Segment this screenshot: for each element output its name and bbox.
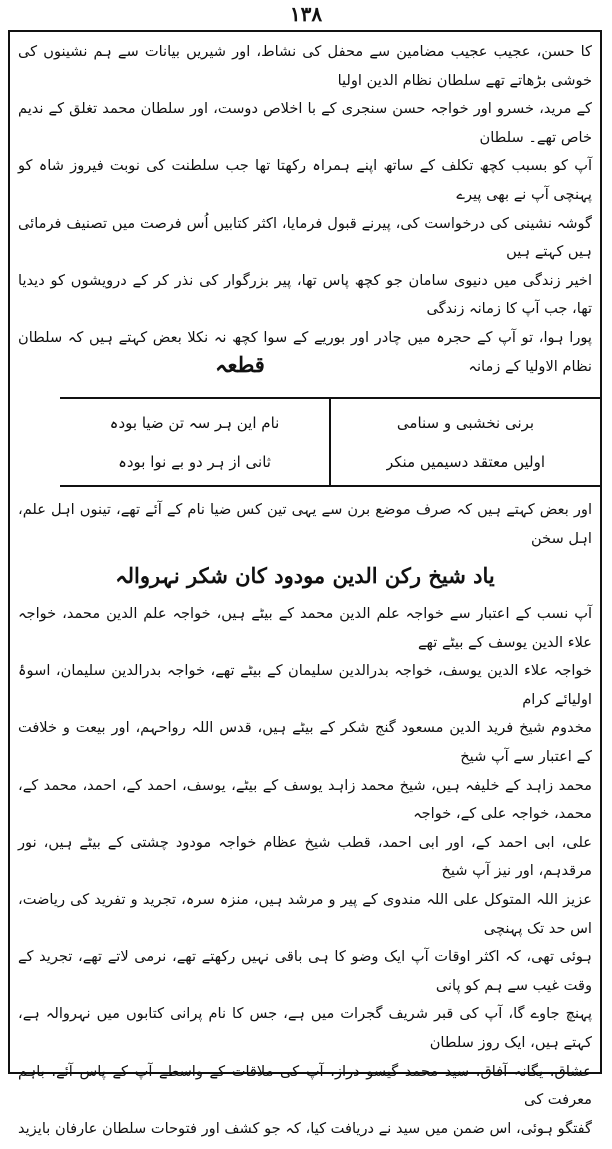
text-line: پورا ہوا، تو آپ کے حجرہ میں چادر اور بوریے کے سوا کچھ نہ نکلا بعض کہتے ہیں کہ سلطان نظام الاولیا کے زمانہ (18, 328, 592, 375)
text-line: کے مرید، خسرو اور خواجہ حسن سنجری کے با اخلاص دوست، اور سلطان محمد تغلق کے ندیم خاص تھے۔ سلطان (18, 100, 592, 146)
text-line (18, 381, 592, 382)
text-line: ہوئی تھی، کہ اکثر اوقات آپ ایک وضو کا ہی باقی نہیں رکھتے تھے، نرمی لاتے تھے، تجرید کے وقت غیب سے ہم کو پانی (18, 948, 592, 994)
section-heading: یاد شیخ رکن الدین مودود کان شکر نہروالہ (115, 563, 495, 588)
verse-box (60, 397, 600, 487)
intro-paragraph (10, 32, 600, 382)
section-paragraph (10, 594, 600, 1149)
text-line: علی، ابی احمد کے، اور ابی احمد، قطب شیخ عظام خواجہ مودود چشتی کے بیٹے ہیں، نور مرقدہم، اور نیز آپ شیخ (18, 833, 592, 880)
qita-heading: قطعہ (215, 352, 265, 377)
text-line: اور بعض کہتے ہیں کہ صرف موضع برن سے یہی تین کس ضیا نام کے آئے تھے، تینوں اہل علم، اہل سخن (18, 501, 592, 547)
text-line: عشاق، یگانہ آفاق، سید محمد گیسو دراز، آپ کی ملاقات کے واسطے آپ کے پاس آئے، باہم معرفت کی (18, 1062, 592, 1109)
verse-line: اولیں معتقد دسیمیں منکر (386, 452, 546, 471)
text-line: گفتگو ہوئی، اس ضمن میں سید نے دریافت کیا، کہ جو کشف اور فتوحات سلطان عارفان بایزید (18, 1119, 592, 1137)
text-line: محمد زاہد کے خلیفہ ہیں، شیخ محمد زاہد یوسف کے بیٹے، یوسف، احمد کے، احمد، محمد کے، محمد، خواجہ علی کے، خواجہ (18, 776, 592, 823)
text-line: عزیز اللہ المتوکل علی اللہ مندوی کے پیر و مرشد ہیں، منزہ سرہ، تجرید و تفرید کی ریاضت، اس حد تک پہنچی (18, 890, 592, 937)
text-line: پہنچ جاوے گا، آپ کی قبر شریف گجرات میں ہے، جس کا نام پرانی کتابوں میں نہروالہ ہے، کہتے ہیں، ایک روز سلطان (18, 1005, 592, 1051)
page-frame (8, 30, 602, 1137)
text-line: گوشہ نشینی کی درخواست کی، پیرنے قبول فرمایا، اکثر کتابیں اُس فرصت میں تصنیف فرمائی ہیں کہتے ہیں (18, 214, 592, 261)
verse-column-left (60, 399, 331, 485)
text-line: خواجہ علاء الدین یوسف، خواجہ بدرالدین سلیمان کے بیٹے تھے، خواجہ بدرالدین سلیمان، اسوۂ اولیائے کرام (18, 662, 592, 708)
verse-line: ثانی از ہر دو بے نوا بودہ (118, 452, 271, 471)
page-number: ۱۳۸ (289, 2, 323, 26)
middle-paragraph (10, 492, 600, 558)
text-line: آپ کو بسبب کچھ تکلف کے ساتھ اپنے ہمراہ رکھتا تھا جب سلطنت کی نوبت فیروز شاہ کو پہنچی آپ نے بھی پیرے (18, 157, 592, 203)
text-line: مخدوم شیخ فرید الدین مسعود گنج شکر کے بیٹے ہیں، قدس اللہ رواحہم، اور بیعت و خلافت کے اعتبار سے آپ شیخ (18, 719, 592, 765)
text-line: آپ نسب کے اعتبار سے خواجہ علم الدین محمد کے بیٹے ہیں، خواجہ علم الدین محمد، خواجہ علاء الدین یوسف کے بیٹے تھے (18, 605, 592, 651)
text-line: کا حسن، عجیب عجیب مضامین سے محفل کی نشاط، اور شیریں بیانات سے ہم نشینوں کی خوشی بڑھاتے تھے سلطان نظام الدین اولیا (18, 43, 592, 89)
text-line: اخیر زندگی میں دنیوی سامان جو کچھ پاس تھا، پیر بزرگوار کی نذر کر کے درویشوں کو دیدیا تھا، جب آپ کا زمانہ زندگی (18, 271, 592, 318)
verse-column-right (331, 399, 600, 485)
verse-line: برنی نخشبی و سنامی (396, 413, 535, 432)
verse-line: نام این ہر سہ تن ضیا بودہ (109, 413, 280, 432)
